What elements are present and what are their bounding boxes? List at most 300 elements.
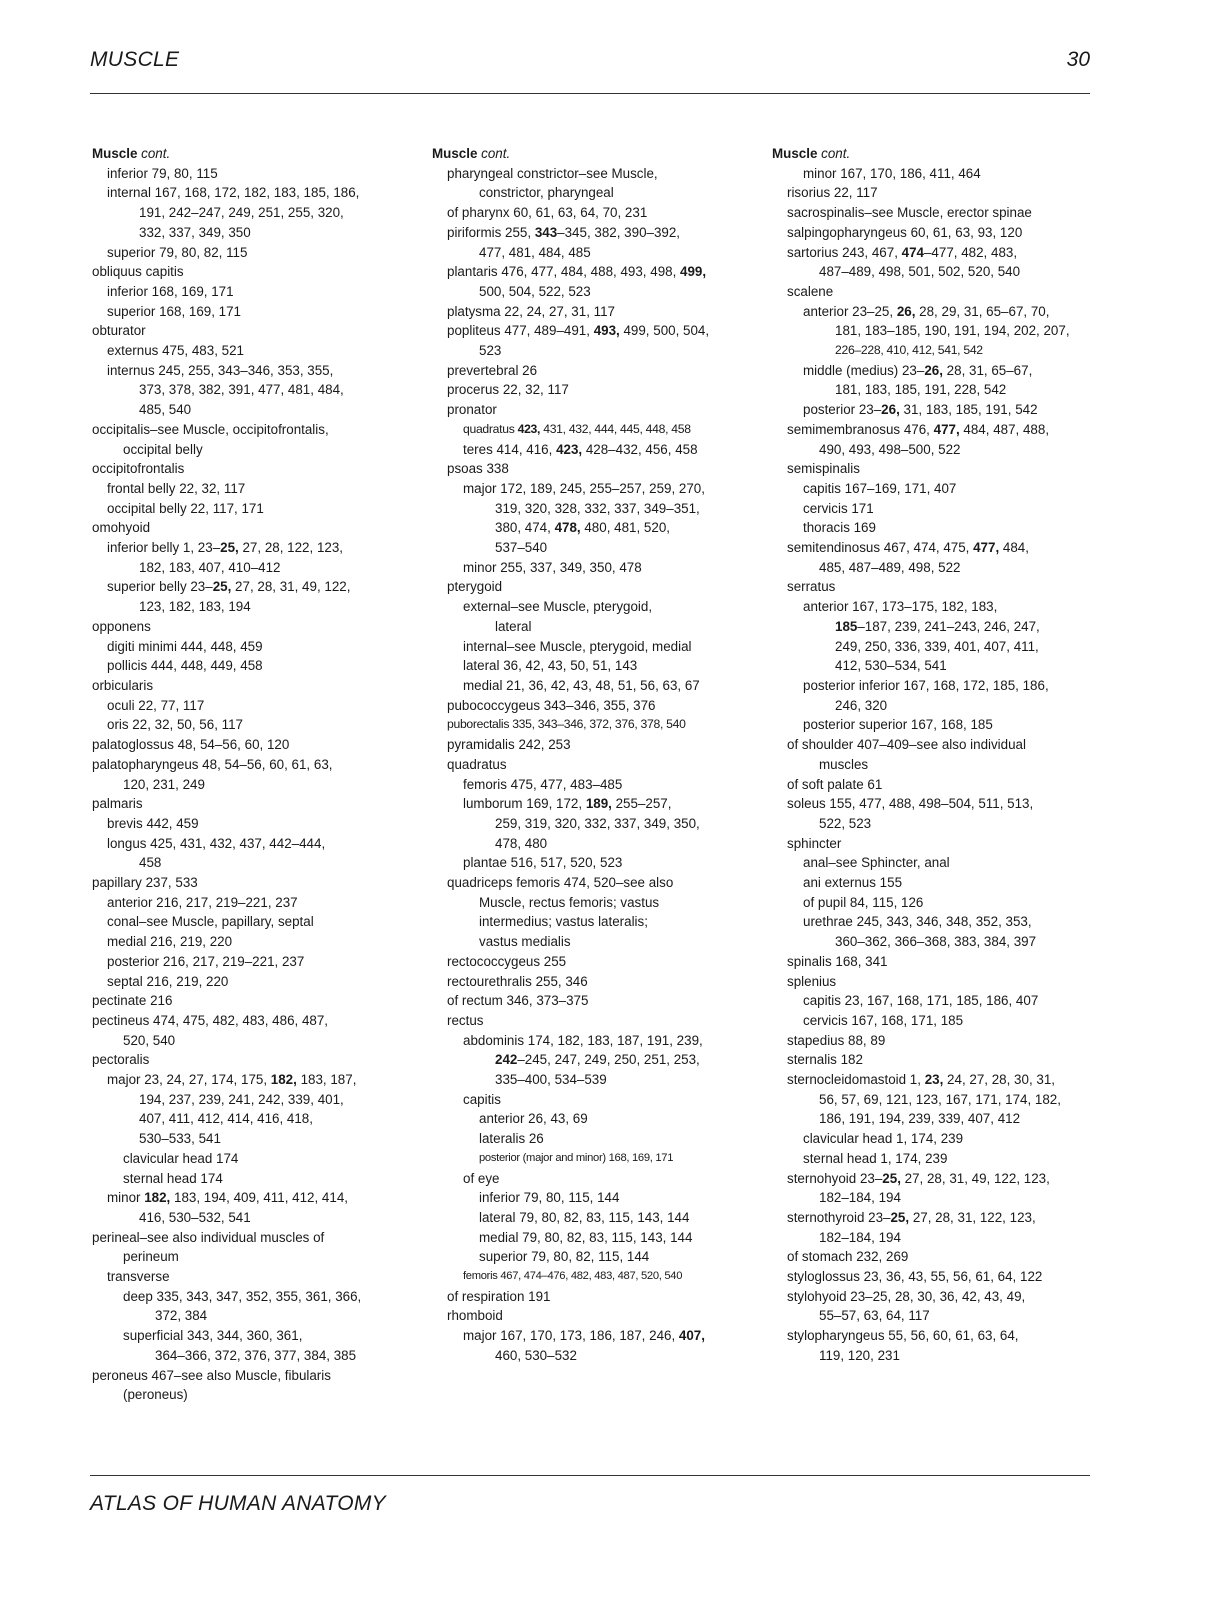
footer-rule: [90, 1475, 1090, 1476]
index-entry: [92, 1228, 410, 1248]
index-entry-a: 480, 481, 520,: [580, 520, 670, 536]
index-entry-t: splenius: [787, 973, 837, 989]
index-entry-t: 485, 487–489, 498, 522: [819, 559, 961, 575]
index-entry-t: psoas 338: [447, 461, 509, 477]
index-entry: [432, 656, 750, 676]
index-entry: [772, 203, 1090, 223]
index-entry-t: obliquus capitis: [92, 264, 184, 280]
index-entry: [772, 1208, 1090, 1228]
index-entry-t: pterygoid: [447, 579, 503, 595]
index-entry-t: constrictor, pharyngeal: [479, 185, 614, 201]
index-entry: [432, 440, 750, 460]
index-entry: [772, 223, 1090, 243]
index-entry-t: urethrae 245, 343, 346, 348, 352, 353,: [803, 914, 1032, 930]
index-entry-t: stapedius 88, 89: [787, 1032, 886, 1048]
index-entry-a: 27, 28, 31, 122, 123,: [909, 1209, 1036, 1225]
index-heading: [432, 144, 750, 164]
index-entry-t: superior 168, 169, 171: [107, 303, 242, 319]
index-entry: [432, 696, 750, 716]
index-entry-t: opponens: [92, 618, 151, 634]
index-entry: [92, 735, 410, 755]
index-entry: [772, 1287, 1090, 1307]
index-entry-t: sacrospinalis–see Muscle, erector spinae: [787, 205, 1032, 221]
index-entry-t: 490, 493, 498–500, 522: [819, 441, 961, 457]
index-entry: [432, 893, 750, 913]
index-entry: [772, 183, 1090, 203]
index-entry: [92, 853, 410, 873]
index-entry: [92, 282, 410, 302]
index-entry-t: posterior inferior 167, 168, 172, 185, 186,: [803, 677, 1049, 693]
index-entry: [772, 577, 1090, 597]
index-entry-t: 119, 120, 231: [819, 1347, 900, 1363]
index-entry-t: sphincter: [787, 835, 842, 851]
index-entry: [92, 1385, 410, 1405]
index-entry-t: 226–228, 410, 412, 541, 542: [835, 343, 983, 358]
index-entry-t: lateralis 26: [479, 1131, 544, 1147]
index-entry-t: sternocleidomastoid 1,: [787, 1072, 925, 1088]
index-entry-t: 186, 191, 194, 239, 339, 407, 412: [819, 1111, 1021, 1127]
index-entry: [772, 1326, 1090, 1346]
index-entry-t: ani externus 155: [803, 875, 903, 891]
index-entry-t: 523: [479, 343, 502, 359]
index-entry: [772, 1109, 1090, 1129]
index-entry-t: capitis 167–169, 171, 407: [803, 480, 957, 496]
index-entry-t: puborectalis 335, 343–346, 372, 376, 378, 540: [447, 717, 686, 732]
index-entry-t: superior 79, 80, 82, 115: [107, 244, 248, 260]
index-entry: [772, 617, 1090, 637]
index-entry: [92, 1326, 410, 1346]
index-entry-t: of stomach 232, 269: [787, 1249, 909, 1265]
index-entry-t: external–see Muscle, pterygoid,: [463, 599, 653, 615]
index-entry-t: vastus medialis: [479, 934, 571, 950]
index-entry: [432, 794, 750, 814]
index-entry-b: 407,: [678, 1328, 705, 1344]
index-entry: [432, 1208, 750, 1228]
index-entry: [432, 735, 750, 755]
index-entry-t: sartorius 243, 467,: [787, 244, 902, 260]
index-entry: [432, 164, 750, 184]
index-entry-t: quadriceps femoris 474, 520–see also: [447, 875, 674, 891]
index-entry-t: posterior (major and minor) 168, 169, 171: [479, 1151, 674, 1164]
index-entry: [92, 1031, 410, 1051]
index-entry: [92, 1050, 410, 1070]
index-entry-t: quadratus: [463, 421, 518, 436]
index-entry: [772, 1031, 1090, 1051]
index-entry: [92, 1346, 410, 1366]
index-entry-t: deep 335, 343, 347, 352, 355, 361, 366,: [123, 1288, 362, 1304]
index-entry-t: peroneus 467–see also Muscle, fibularis: [92, 1367, 331, 1383]
index-entry-t: pronator: [447, 402, 497, 418]
index-entry-t: anterior 167, 173–175, 182, 183,: [803, 599, 998, 615]
index-entry: [92, 991, 410, 1011]
index-entry: [772, 1149, 1090, 1169]
index-entry: [92, 341, 410, 361]
index-entry-b: 25,: [882, 1170, 901, 1186]
index-entry-t: 380, 474,: [495, 520, 555, 536]
index-entry-t: 181, 183–185, 190, 191, 194, 202, 207,: [835, 323, 1070, 339]
index-entry-t: sternohyoid 23–: [787, 1170, 883, 1186]
index-entry: [772, 912, 1090, 932]
index-entry-c: cont.: [481, 146, 511, 161]
index-entry: [772, 775, 1090, 795]
index-entry: [772, 873, 1090, 893]
index-entry: [92, 1247, 410, 1267]
index-entry-t: posterior 23–: [803, 402, 882, 418]
index-entry-t: 520, 540: [123, 1032, 176, 1048]
index-entry: [92, 893, 410, 913]
index-entry-a: 428–432, 456, 458: [582, 441, 698, 457]
index-entry-t: Muscle: [92, 146, 138, 161]
index-entry-t: 416, 530–532, 541: [139, 1209, 251, 1225]
index-entry-t: occipital belly: [123, 441, 203, 457]
index-entry-t: pharyngeal constrictor–see Muscle,: [447, 165, 658, 181]
index-entry-t: 259, 319, 320, 332, 337, 349, 350,: [495, 815, 700, 831]
index-entry-t: rectococcygeus 255: [447, 953, 567, 969]
index-entry-t: brevis 442, 459: [107, 815, 199, 831]
index-entry: [432, 479, 750, 499]
index-entry: [432, 223, 750, 243]
index-entry: [772, 1228, 1090, 1248]
index-entry-t: anterior 216, 217, 219–221, 237: [107, 894, 298, 910]
index-entry-t: medial 79, 80, 82, 83, 115, 143, 144: [479, 1229, 693, 1245]
index-entry-t: clavicular head 1, 174, 239: [803, 1131, 964, 1147]
index-entry-t: stylohyoid 23–25, 28, 30, 36, 42, 43, 49,: [787, 1288, 1026, 1304]
index-entry-t: rectus: [447, 1012, 484, 1028]
index-entry-t: perineum: [123, 1249, 179, 1265]
index-entry-t: major 167, 170, 173, 186, 187, 246,: [463, 1328, 679, 1344]
index-entry-t: platysma 22, 24, 27, 31, 117: [447, 303, 615, 319]
index-entry: [772, 1188, 1090, 1208]
index-entry-t: 182, 183, 407, 410–412: [139, 559, 281, 575]
index-entry-t: semispinalis: [787, 461, 860, 477]
index-entry-t: inferior 168, 169, 171: [107, 283, 234, 299]
index-entry: [432, 1326, 750, 1346]
index-entry: [92, 164, 410, 184]
index-entry-t: 194, 237, 239, 241, 242, 339, 401,: [139, 1091, 344, 1107]
index-entry-t: 407, 411, 412, 414, 416, 418,: [139, 1111, 313, 1127]
index-entry: [432, 676, 750, 696]
index-entry: [92, 499, 410, 519]
index-entry: [772, 1070, 1090, 1090]
index-entry-t: frontal belly 22, 32, 117: [107, 480, 246, 496]
index-entry-t: rectourethralis 255, 346: [447, 973, 588, 989]
index-entry: [772, 637, 1090, 657]
index-entry: [772, 262, 1090, 282]
index-entry-a: 28, 29, 31, 65–67, 70,: [915, 303, 1050, 319]
index-entry-t: lateral 36, 42, 43, 50, 51, 143: [463, 658, 638, 674]
index-entry: [92, 834, 410, 854]
index-entry-t: medial 216, 219, 220: [107, 934, 233, 950]
index-column-3: [772, 144, 1090, 1366]
index-entry-t: lateral: [495, 618, 532, 634]
index-entry-t: conal–see Muscle, papillary, septal: [107, 914, 314, 930]
index-entry: [432, 991, 750, 1011]
index-entry-a: 28, 31, 65–67,: [942, 362, 1033, 378]
index-entry-t: 249, 250, 336, 339, 401, 407, 411,: [835, 638, 1039, 654]
index-entry-t: abdominis 174, 182, 183, 187, 191, 239,: [463, 1032, 703, 1048]
index-entry-a: 27, 28, 122, 123,: [238, 540, 344, 556]
index-entry: [772, 341, 1090, 361]
index-entry: [772, 1129, 1090, 1149]
index-entry: [92, 183, 410, 203]
index-entry-b: 26,: [881, 402, 900, 418]
index-entry: [432, 814, 750, 834]
index-entry: [772, 794, 1090, 814]
index-entry-t: 487–489, 498, 501, 502, 520, 540: [819, 264, 1021, 280]
index-entry-t: sternothyroid 23–: [787, 1209, 891, 1225]
index-entry-t: 55–57, 63, 64, 117: [819, 1308, 930, 1324]
index-entry: [772, 1169, 1090, 1189]
index-entry: [92, 577, 410, 597]
index-entry: [432, 775, 750, 795]
index-entry: [432, 1031, 750, 1051]
index-entry-t: femoris 475, 477, 483–485: [463, 776, 623, 792]
index-entry-t: stylopharyngeus 55, 56, 60, 61, 63, 64,: [787, 1328, 1019, 1344]
index-entry: [92, 637, 410, 657]
index-entry: [432, 1149, 750, 1169]
index-entry: [92, 873, 410, 893]
index-entry-t: soleus 155, 477, 488, 498–504, 511, 513,: [787, 796, 1034, 812]
index-entry: [772, 518, 1090, 538]
index-entry-a: –477, 482, 483,: [923, 244, 1018, 260]
index-entry-t: anterior 23–25,: [803, 303, 897, 319]
index-entry: [432, 203, 750, 223]
index-entry-t: scalene: [787, 283, 834, 299]
index-entry: [772, 420, 1090, 440]
index-entry-t: perineal–see also individual muscles of: [92, 1229, 325, 1245]
index-entry: [432, 499, 750, 519]
index-entry: [92, 203, 410, 223]
index-entry-t: styloglossus 23, 36, 43, 55, 56, 61, 64, 122: [787, 1269, 1043, 1285]
index-entry: [772, 1050, 1090, 1070]
index-entry-b: 185: [835, 618, 858, 634]
index-entry-t: orbicularis: [92, 677, 154, 693]
index-entry: [92, 1149, 410, 1169]
index-entry-t: superior belly 23–: [107, 579, 213, 595]
index-entry: [432, 1267, 750, 1287]
index-entry: [432, 1109, 750, 1129]
index-entry: [432, 715, 750, 735]
index-entry-t: lumborum 169, 172,: [463, 796, 586, 812]
index-entry: [772, 932, 1090, 952]
index-entry-t: externus 475, 483, 521: [107, 343, 244, 359]
index-entry-a: –345, 382, 390–392,: [557, 224, 681, 240]
index-entry: [772, 952, 1090, 972]
index-entry: [92, 1208, 410, 1228]
index-entry-t: inferior 79, 80, 115, 144: [479, 1190, 620, 1206]
index-entry: [772, 1306, 1090, 1326]
index-entry-b: 26,: [896, 303, 916, 319]
index-entry: [772, 499, 1090, 519]
index-entry: [92, 814, 410, 834]
index-entry-t: Muscle: [432, 146, 478, 161]
index-entry: [92, 794, 410, 814]
index-entry: [432, 1228, 750, 1248]
index-entry: [92, 1011, 410, 1031]
index-entry: [92, 1267, 410, 1287]
index-entry: [432, 459, 750, 479]
index-entry-t: digiti minimi 444, 448, 459: [107, 638, 263, 654]
index-entry-t: of eye: [463, 1170, 500, 1186]
index-entry-a: 27, 28, 31, 49, 122,: [231, 579, 351, 595]
index-entry: [432, 972, 750, 992]
index-entry: [432, 243, 750, 263]
index-entry: [772, 400, 1090, 420]
index-entry: [772, 676, 1090, 696]
index-entry-t: 319, 320, 328, 332, 337, 349–351,: [495, 500, 700, 516]
index-entry-t: serratus: [787, 579, 836, 595]
index-entry-b: 242: [495, 1052, 518, 1068]
index-entry-t: 500, 504, 522, 523: [479, 283, 591, 299]
index-heading: [772, 144, 1090, 164]
index-entry: [772, 361, 1090, 381]
index-entry-t: septal 216, 219, 220: [107, 973, 229, 989]
index-entry: [432, 1090, 750, 1110]
index-entry: [772, 1267, 1090, 1287]
index-entry-t: sternal head 1, 174, 239: [803, 1150, 948, 1166]
index-entry: [772, 991, 1090, 1011]
index-entry: [92, 952, 410, 972]
index-entry-b: 477,: [973, 540, 1000, 556]
index-entry-t: pectineus 474, 475, 482, 483, 486, 487,: [92, 1012, 329, 1028]
index-entry-b: 474: [901, 244, 924, 260]
index-entry-t: palatopharyngeus 48, 54–56, 60, 61, 63,: [92, 756, 333, 772]
index-entry: [432, 1247, 750, 1267]
index-entry: [92, 617, 410, 637]
index-entry: [92, 597, 410, 617]
index-entry: [92, 932, 410, 952]
index-entry-t: 530–533, 541: [139, 1131, 221, 1147]
index-entry: [432, 597, 750, 617]
index-entry: [432, 262, 750, 282]
index-entry-t: obturator: [92, 323, 146, 339]
index-entry-t: 372, 384: [155, 1308, 208, 1324]
index-entry-t: superficial 343, 344, 360, 361,: [123, 1328, 303, 1344]
index-entry-t: oculi 22, 77, 117: [107, 697, 205, 713]
index-entry-t: pollicis 444, 448, 449, 458: [107, 658, 263, 674]
index-entry-b: 25,: [212, 579, 232, 595]
index-entry-a: 255–257,: [611, 796, 672, 812]
index-entry: [92, 302, 410, 322]
index-entry-t: 332, 337, 349, 350: [139, 224, 251, 240]
index-entry: [432, 853, 750, 873]
index-entry: [92, 380, 410, 400]
index-entry: [432, 577, 750, 597]
index-entry: [432, 538, 750, 558]
index-entry-t: minor: [107, 1190, 145, 1206]
index-entry: [92, 400, 410, 420]
index-entry-b: 23,: [924, 1072, 944, 1088]
index-entry: [92, 1129, 410, 1149]
index-entry-b: 182,: [144, 1190, 171, 1206]
index-entry-b: 26,: [924, 362, 943, 378]
index-entry: [92, 715, 410, 735]
index-entry-t: plantaris 476, 477, 484, 488, 493, 498,: [447, 264, 681, 280]
index-entry-t: capitis: [463, 1091, 501, 1107]
index-entry-t: of pharynx 60, 61, 63, 64, 70, 231: [447, 205, 648, 221]
index-entry: [92, 1090, 410, 1110]
index-entry: [772, 440, 1090, 460]
index-entry: [432, 380, 750, 400]
index-entry: [432, 617, 750, 637]
index-entry-t: middle (medius) 23–: [803, 362, 925, 378]
index-entry: [92, 243, 410, 263]
index-entry: [92, 1109, 410, 1129]
index-column-2: [432, 144, 750, 1366]
index-entry-t: anal–see Sphincter, anal: [803, 855, 950, 871]
index-entry: [92, 1188, 410, 1208]
index-entry-t: risorius 22, 117: [787, 185, 878, 201]
index-column-1: [92, 144, 410, 1405]
index-entry-t: of pupil 84, 115, 126: [803, 894, 924, 910]
index-entry-t: thoracis 169: [803, 520, 876, 536]
index-entry-t: minor 167, 170, 186, 411, 464: [803, 165, 981, 181]
index-entry: [772, 853, 1090, 873]
index-entry-b: 423,: [517, 421, 541, 436]
index-entry-t: plantae 516, 517, 520, 523: [463, 855, 623, 871]
index-entry-t: pectoralis: [92, 1052, 150, 1068]
index-entry-t: inferior 79, 80, 115: [107, 165, 218, 181]
index-entry-t: 412, 530–534, 541: [835, 658, 947, 674]
index-entry: [92, 479, 410, 499]
index-entry-t: anterior 26, 43, 69: [479, 1111, 588, 1127]
index-entry-t: prevertebral 26: [447, 362, 538, 378]
index-entry-t: 182–184, 194: [819, 1229, 901, 1245]
index-entry: [432, 302, 750, 322]
index-entry: [772, 380, 1090, 400]
index-entry: [432, 1070, 750, 1090]
index-entry-t: superior 79, 80, 82, 115, 144: [479, 1249, 650, 1265]
index-entry-c: cont.: [821, 146, 851, 161]
index-entry: [432, 1306, 750, 1326]
index-entry-b: 189,: [585, 796, 612, 812]
index-entry-t: omohyoid: [92, 520, 151, 536]
index-entry-a: 499, 500, 504,: [619, 323, 710, 339]
index-entry-t: major 172, 189, 245, 255–257, 259, 270,: [463, 480, 705, 496]
index-entry: [92, 912, 410, 932]
index-entry: [772, 755, 1090, 775]
index-entry-t: salpingopharyngeus 60, 61, 63, 93, 120: [787, 224, 1023, 240]
index-entry-t: capitis 23, 167, 168, 171, 185, 186, 407: [803, 993, 1039, 1009]
index-entry-a: 24, 27, 28, 30, 31,: [943, 1072, 1056, 1088]
index-entry-a: 27, 28, 31, 49, 122, 123,: [900, 1170, 1050, 1186]
index-entry-b: 478,: [554, 520, 581, 536]
index-entry: [772, 1090, 1090, 1110]
index-entry-t: quadratus: [447, 756, 507, 772]
index-entry-t: of soft palate 61: [787, 776, 883, 792]
index-entry-t: 123, 182, 183, 194: [139, 599, 251, 615]
index-entry: [772, 558, 1090, 578]
index-entry-t: 485, 540: [139, 402, 192, 418]
index-entry: [432, 361, 750, 381]
index-entry-t: medial 21, 36, 42, 43, 48, 51, 56, 63, 67: [463, 677, 700, 693]
index-entry-t: 191, 242–247, 249, 251, 255, 320,: [139, 205, 344, 221]
index-entry: [432, 1188, 750, 1208]
index-entry-t: 181, 183, 185, 191, 228, 542: [835, 382, 1007, 398]
index-entry: [92, 361, 410, 381]
index-entry: [92, 1070, 410, 1090]
index-entry-t: 246, 320: [835, 697, 888, 713]
index-entry: [772, 164, 1090, 184]
index-entry-t: semitendinosus 467, 474, 475,: [787, 540, 974, 556]
index-entry-t: internal–see Muscle, pterygoid, medial: [463, 638, 692, 654]
index-entry: [772, 479, 1090, 499]
index-entry-t: palatoglossus 48, 54–56, 60, 120: [92, 737, 290, 753]
index-entry: [432, 932, 750, 952]
index-entry-t: 522, 523: [819, 815, 872, 831]
running-foot-title: ATLAS OF HUMAN ANATOMY: [90, 1492, 386, 1515]
index-entry: [92, 676, 410, 696]
